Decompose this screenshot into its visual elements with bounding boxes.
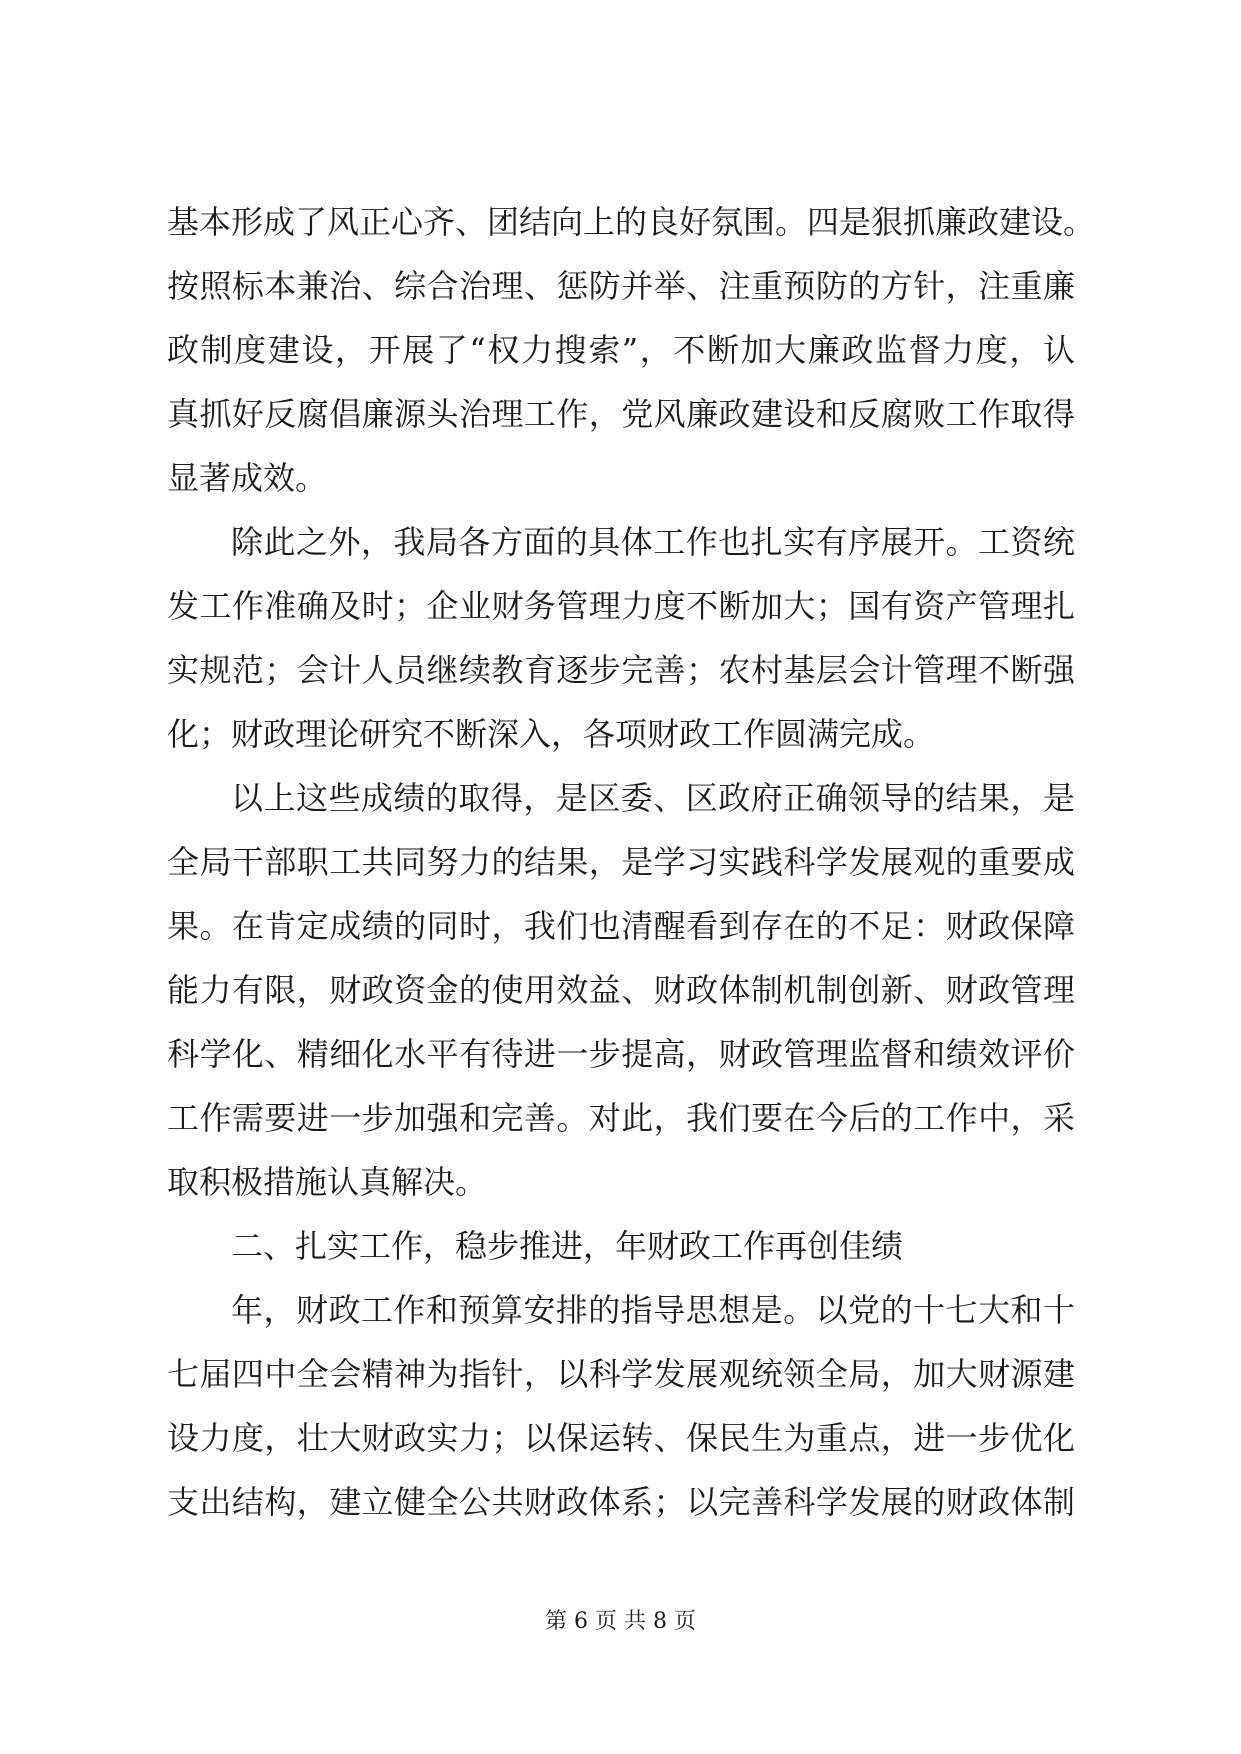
body-text-line: 全局干部职工共同努力的结果，是学习实践科学发展观的重要成 (167, 843, 1075, 881)
body-text-line: 化；财政理论研究不断深入，各项财政工作圆满完成。 (167, 715, 936, 753)
body-text-line: 显著成效。 (167, 459, 328, 497)
body-text-line: 科学化、精细化水平有待进一步提高，财政管理监督和绩效评价 (167, 1035, 1075, 1073)
body-text-line: 真抓好反腐倡廉源头治理工作，党风廉政建设和反腐败工作取得 (167, 395, 1075, 433)
paragraph-first-line: 以上这些成绩的取得，是区委、区政府正确领导的结果，是 (231, 779, 1075, 817)
page-number-footer: 第 6 页 共 8 页 (545, 1609, 696, 1634)
body-text-line: 基本形成了风正心齐、团结向上的良好氛围。四是狠抓廉政建设。 (167, 203, 1096, 241)
paragraph-first-line: 除此之外，我局各方面的具体工作也扎实有序展开。工资统 (231, 523, 1075, 561)
body-text-line: 按照标本兼治、综合治理、惩防并举、注重预防的方针，注重廉 (167, 267, 1075, 305)
body-text-line: 果。在肯定成绩的同时，我们也清醒看到存在的不足：财政保障 (167, 907, 1075, 945)
paragraph-first-line: 年，财政工作和预算安排的指导思想是。以党的十七大和十 (231, 1291, 1075, 1329)
body-text-line: 支出结构，建立健全公共财政体系；以完善科学发展的财政体制 (167, 1483, 1075, 1521)
body-text-line: 取积极措施认真解决。 (167, 1163, 488, 1201)
body-text-line: 政制度建设，开展了“权力搜索”，不断加大廉政监督力度，认 (167, 331, 1075, 369)
body-text-line: 发工作准确及时；企业财务管理力度不断加大；国有资产管理扎 (167, 587, 1075, 625)
body-text-line: 能力有限，财政资金的使用效益、财政体制机制创新、财政管理 (167, 971, 1075, 1009)
section-heading: 二、扎实工作，稳步推进，年财政工作再创佳绩 (231, 1227, 904, 1265)
body-text-line: 设力度，壮大财政实力；以保运转、保民生为重点，进一步优化 (167, 1419, 1075, 1457)
body-text-line: 七届四中全会精神为指针，以科学发展观统领全局，加大财源建 (167, 1355, 1075, 1393)
body-text-line: 实规范；会计人员继续教育逐步完善；农村基层会计管理不断强 (167, 651, 1075, 689)
body-text-line: 工作需要进一步加强和完善。对此，我们要在今后的工作中，采 (167, 1099, 1075, 1137)
